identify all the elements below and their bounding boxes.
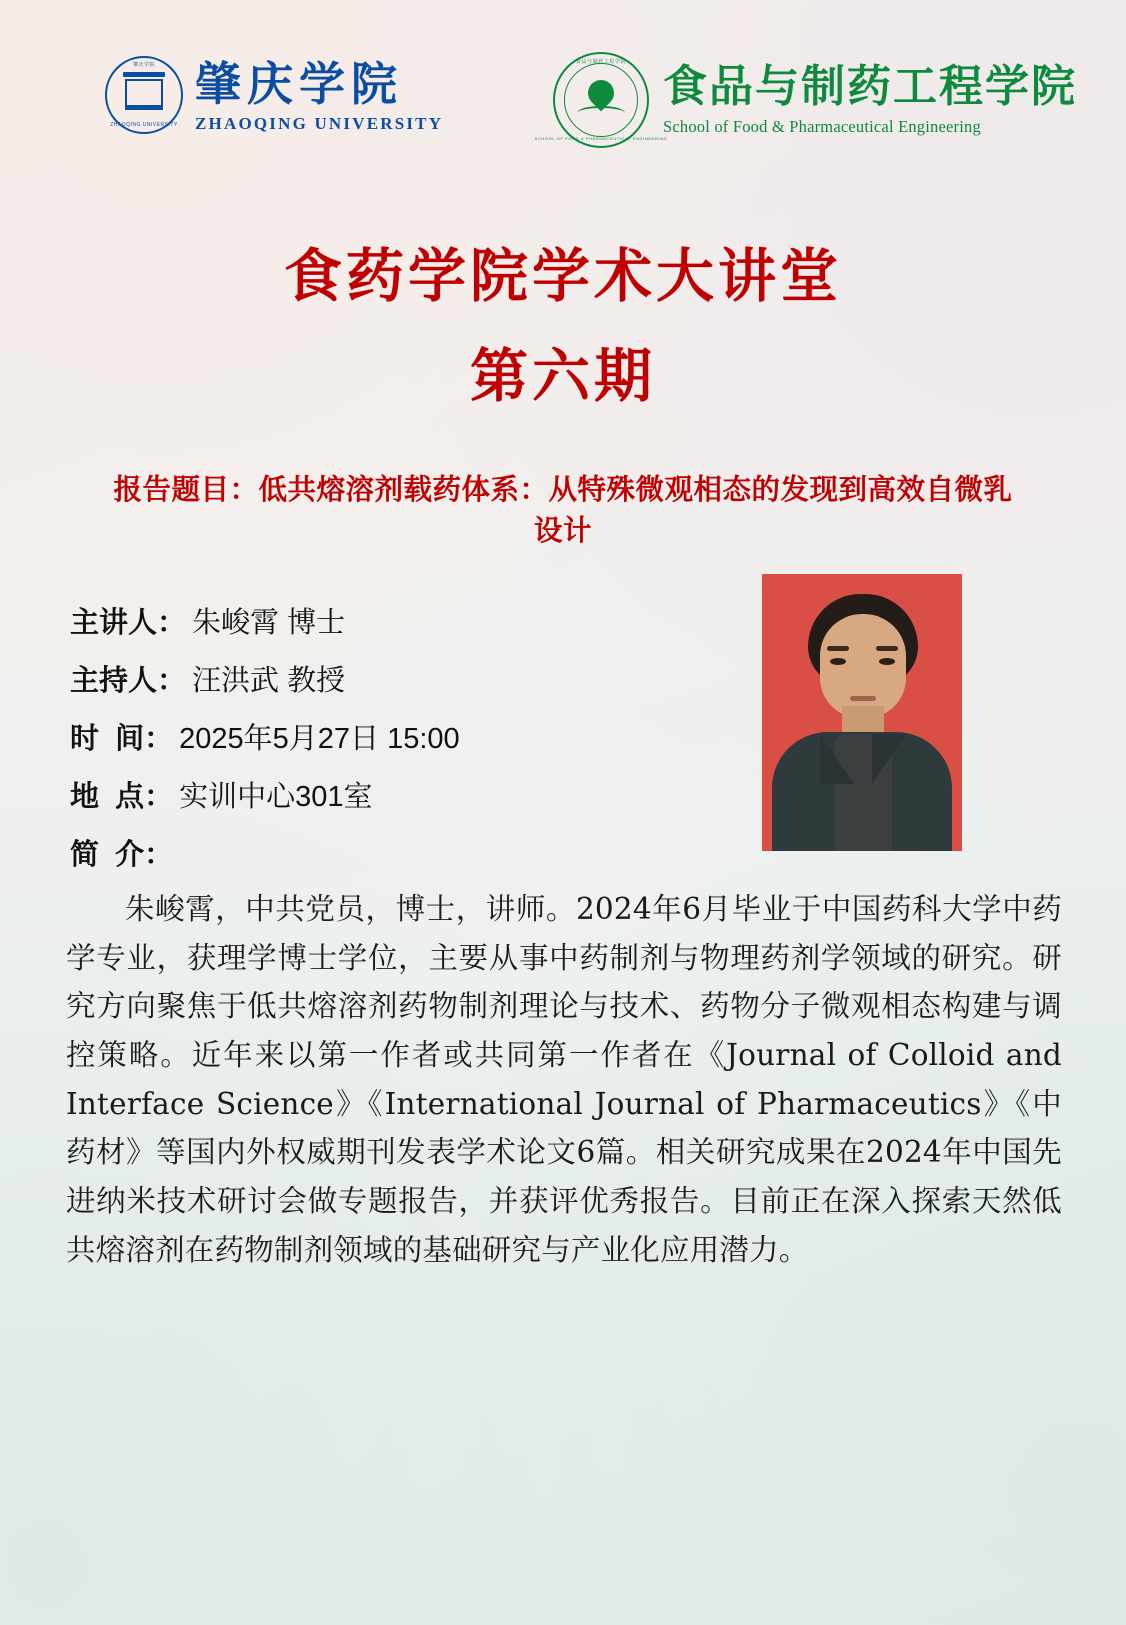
poster-title-line1: 食药学院学术大讲堂 <box>283 242 842 310</box>
school-seal-icon <box>534 52 668 148</box>
school-name-cn: 食品与制药工程学院 <box>663 61 1077 112</box>
portrait-eyebrow-right <box>876 646 898 651</box>
school-seal-ring-text <box>534 54 668 146</box>
poster-header <box>0 52 1126 162</box>
school-logo <box>534 52 1077 148</box>
university-seal-bottom-text: ZHAOQING UNIVERSITY <box>110 122 178 128</box>
portrait-face <box>820 614 906 718</box>
info-label-time: 时 间： <box>70 723 174 755</box>
university-seal-ring-text <box>107 58 181 132</box>
portrait-eye-right <box>879 658 895 665</box>
portrait-collar-right <box>872 734 906 784</box>
info-row-speaker <box>70 600 670 641</box>
info-label-venue: 地 点： <box>70 781 174 813</box>
portrait-eyebrow-left <box>827 646 849 651</box>
portrait-eye-left <box>830 658 846 665</box>
portrait-collar-left <box>820 734 854 784</box>
info-value-speaker: 朱峻霄 博士 <box>192 607 346 639</box>
lecture-info-list <box>70 600 670 890</box>
university-seal-top-text: 肇庆学院 <box>132 62 156 68</box>
school-name-en: School of Food & Pharmaceutical Engineering <box>663 117 981 137</box>
info-value-host: 汪洪武 教授 <box>192 665 346 697</box>
lecture-topic: 报告题目：低共熔溶剂载药体系：从特殊微观相态的发现到高效自微乳设计 <box>113 474 1013 548</box>
university-seal-icon <box>105 56 183 134</box>
university-name-cn: 肇庆学院 <box>195 57 403 111</box>
university-name-block <box>195 56 443 134</box>
school-seal-bottom-text: SCHOOL OF FOOD & PHARMACEUTICAL ENGINEERING <box>534 136 668 141</box>
speaker-portrait <box>762 574 962 851</box>
info-row-bio <box>70 832 670 873</box>
school-name-block <box>663 52 1077 137</box>
info-value-venue: 实训中心301室 <box>179 781 373 813</box>
info-value-time: 2025年5月27日 15:00 <box>179 723 460 755</box>
speaker-biography: 朱峻霄，中共党员，博士，讲师。2024年6月毕业于中国药科大学中药学专业，获理学博士学位，主要从事中药制剂与物理药剂学领域的研究。研究方向聚焦于低共熔溶剂药物制剂理论与技术、药物分子微观相态构建与调控策略。近年来以第一作者或共同第一作者在《Journal of Colloid and Interface Science》《International Journal of Pharmaceutics》《中药材》等国内外权威期刊发表学术论文6篇。相关研究成果在2024年中国先进纳米技术研讨会做专题报告，并获评优秀报告。目前正在深入探索天然低共熔溶剂在药物制剂领域的基础研究与产业化应用潜力。 <box>66 892 1062 1267</box>
info-label-bio: 简 介： <box>70 839 174 871</box>
poster-title-line2: 第六期 <box>469 342 656 410</box>
university-name-en: ZHAOQING UNIVERSITY <box>195 114 444 134</box>
university-logo <box>105 56 443 134</box>
info-row-venue <box>70 774 670 815</box>
school-seal-top-text: 食品与制药工程学院 <box>575 59 627 65</box>
info-row-host <box>70 658 670 699</box>
info-label-host: 主持人： <box>70 665 187 697</box>
info-row-time <box>70 716 670 757</box>
portrait-mouth <box>850 696 876 701</box>
info-label-speaker: 主讲人： <box>70 607 187 639</box>
